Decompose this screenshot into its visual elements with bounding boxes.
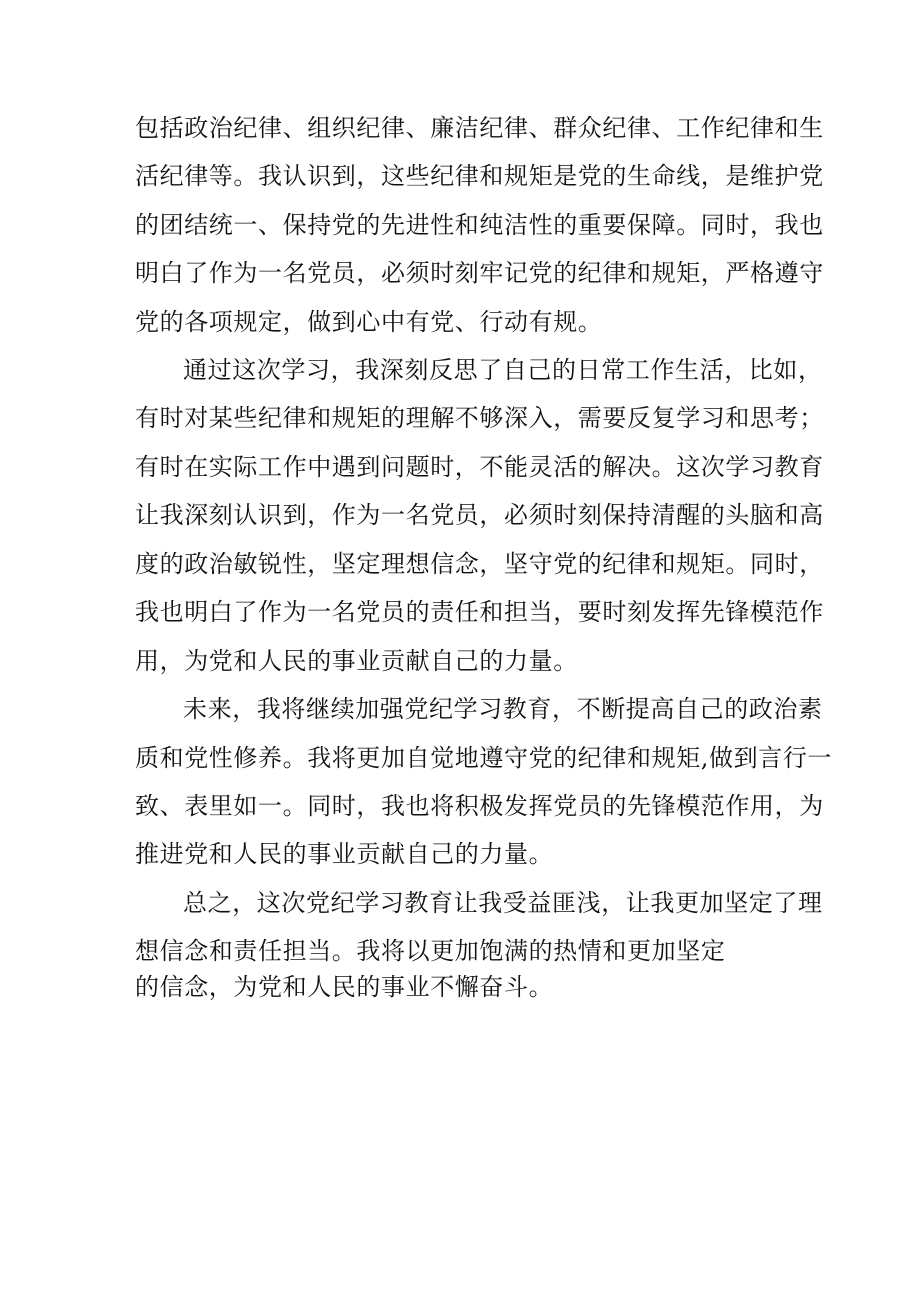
paragraph-4-line-1: 总之，这次党纪学习教育让我受益匪浅，让我更加坚定了理 bbox=[183, 889, 823, 917]
paragraph-3-line-3: 致、表里如一。同时，我也将积极发挥党员的先锋模范作用，为 bbox=[135, 792, 824, 820]
paragraph-2-line-3: 有时在实际工作中遇到问题时，不能灵活的解决。这次学习教育 bbox=[135, 453, 824, 481]
paragraph-4-line-2: 想信念和责任担当。我将以更加饱满的热情和更加坚定 bbox=[135, 937, 726, 965]
paragraph-3-line-1: 未来，我将继续加强党纪学习教育，不断提高自己的政治素 bbox=[183, 695, 823, 723]
paragraph-2-line-2: 有时对某些纪律和规矩的理解不够深入，需要反复学习和思考； bbox=[135, 404, 824, 432]
paragraph-1-line-1: 包括政治纪律、组织纪律、廉洁纪律、群众纪律、工作纪律和生 bbox=[135, 114, 824, 142]
paragraph-2-line-1: 通过这次学习，我深刻反思了自己的日常工作生活，比如， bbox=[183, 356, 823, 384]
paragraph-2-line-7: 用，为党和人民的事业贡献自己的力量。 bbox=[135, 647, 578, 675]
paragraph-1-line-5: 党的各项规定，做到心中有党、行动有规。 bbox=[135, 308, 603, 336]
paragraph-3-line-4: 推进党和人民的事业贡献自己的力量。 bbox=[135, 840, 554, 868]
paragraph-1-line-4: 明白了作为一名党员，必须时刻牢记党的纪律和规矩，严格遵守 bbox=[135, 259, 824, 287]
paragraph-4-line-3: 的信念，为党和人民的事业不懈奋斗。 bbox=[135, 973, 554, 1001]
paragraph-2-line-6: 我也明白了作为一名党员的责任和担当，要时刻发挥先锋模范作 bbox=[135, 598, 824, 626]
paragraph-3-line-2: 质和党性修养。我将更加自觉地遵守党的纪律和规矩,做到言行一 bbox=[135, 744, 833, 772]
paragraph-1-line-2: 活纪律等。我认识到，这些纪律和规矩是党的生命线，是维护党 bbox=[135, 162, 824, 190]
paragraph-2-line-4: 让我深刻认识到，作为一名党员，必须时刻保持清醒的头脑和高 bbox=[135, 501, 824, 529]
paragraph-1-line-3: 的团结统一、保持党的先进性和纯洁性的重要保障。同时，我也 bbox=[135, 211, 824, 239]
paragraph-2-line-5: 度的政治敏锐性，坚定理想信念，坚守党的纪律和规矩。同时， bbox=[135, 550, 824, 578]
